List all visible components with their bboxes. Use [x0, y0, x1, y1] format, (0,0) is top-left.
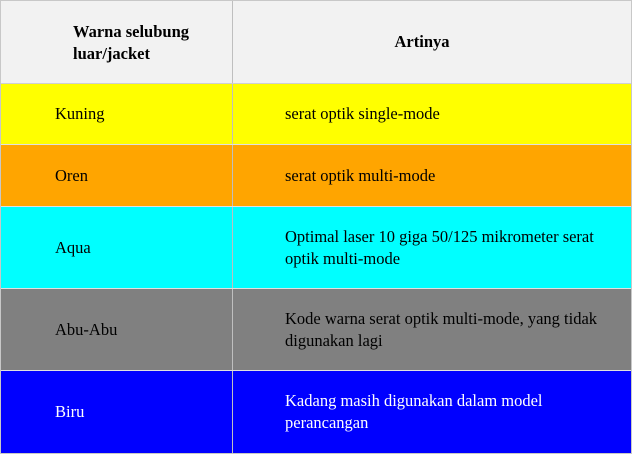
cell-color-name	[1, 145, 233, 206]
color-name-text: Kuning	[55, 104, 105, 123]
table-row-kuning	[1, 84, 631, 145]
cell-meaning	[233, 207, 631, 288]
color-name-text: Abu-Abu	[55, 319, 118, 339]
meaning-text: serat optik single-mode	[285, 104, 440, 123]
table-row-oren	[1, 145, 631, 207]
color-name-text: Biru	[55, 402, 85, 421]
meaning-text: serat optik multi-mode	[285, 165, 436, 185]
cell-color-name	[1, 84, 233, 144]
header-cell-color	[1, 1, 233, 83]
header-label-meaning: Artinya	[394, 32, 450, 51]
table-row-abu-abu	[1, 289, 631, 371]
table-row-biru	[1, 371, 631, 453]
cell-meaning	[233, 84, 631, 144]
cell-color-name	[1, 207, 233, 288]
color-name-text: Oren	[55, 165, 88, 185]
header-cell-meaning	[233, 1, 631, 83]
table-header-row	[1, 1, 631, 84]
meaning-text: Optimal laser 10 giga 50/125 mikrometer serat optik multi-mode	[285, 226, 594, 268]
meaning-text: Kadang masih digunakan dalam model perancangan	[285, 391, 543, 432]
header-label-color: Warna selubung luar/jacket	[73, 22, 189, 63]
cell-meaning	[233, 145, 631, 206]
cell-meaning	[233, 289, 631, 370]
cell-meaning	[233, 371, 631, 453]
table-row-aqua	[1, 207, 631, 289]
cell-color-name	[1, 289, 233, 370]
color-name-text: Aqua	[55, 237, 91, 257]
meaning-text: Kode warna serat optik multi-mode, yang tidak digunakan lagi	[285, 308, 598, 350]
cell-color-name	[1, 371, 233, 453]
